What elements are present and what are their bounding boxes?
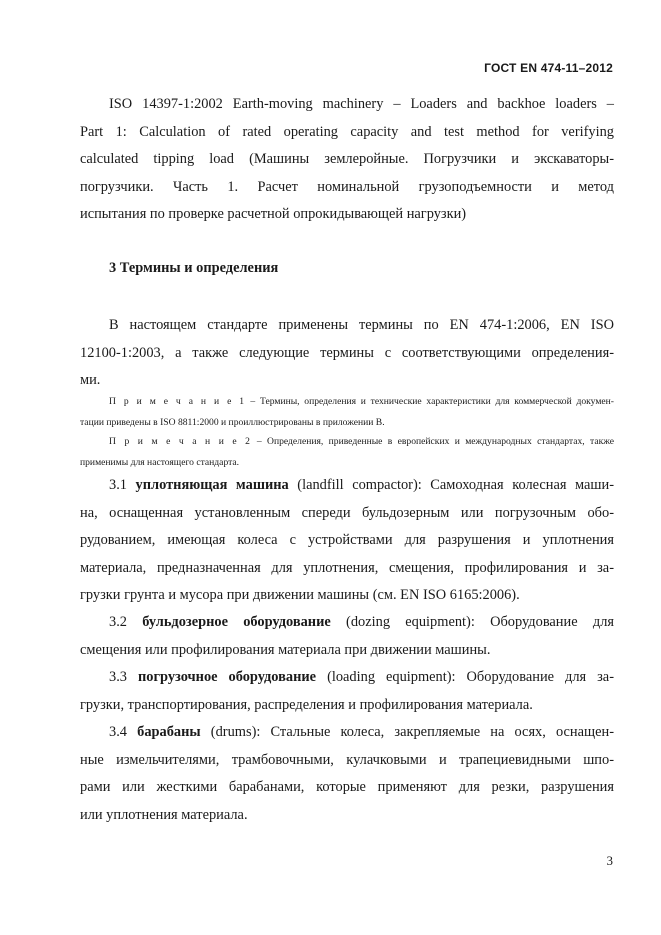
page-number: 3 [606,853,613,868]
term-line: грузки грунта и мусора при движении машины (см. EN ISO 6165:2006). [80,587,520,603]
section-heading [80,255,614,283]
term-line: на, оснащенная установленным спереди бульдозерным или погрузочным обо- [80,504,614,521]
intro-paragraph [80,312,614,395]
term-line: материала, предназначенная для уплотнения, смещения, профилирования и за- [80,559,614,576]
term-3-1-first-line [80,472,614,500]
term-line: рудованием, имеющая колеса с устройствами для разрушения и уплотнения [80,532,614,548]
reference-line: ISO 14397-1:2002 Earth-moving machinery – Loaders and backhoe loaders – [109,96,614,112]
term-line: или уплотнения материала. [80,806,248,823]
term-number: 3.1 [109,477,136,493]
term-definition: (loading equipment): Оборудование для за- [316,669,614,685]
document-header: ГОСТ EN 474-11–2012 [484,61,613,75]
term-3-3-first-line [80,664,614,692]
reference-line: calculated tipping load (Машины землеройные. Погрузчики и экскаваторы- [80,151,614,167]
term-name: погрузочное оборудование [137,669,317,685]
term-3-4-first-line [80,719,614,747]
note-2-line-2: применимы для настоящего стандарта. [80,456,240,468]
term-3-4 [80,719,614,829]
intro-line: В настоящем стандарте применены термины по EN 474-1:2006, EN ISO [109,317,614,333]
term-name: уплотняющая машина [135,477,289,493]
reference-line: испытания по проверке расчетной опрокидывающей нагрузки) [80,206,467,222]
note-2-text: – Определения, приведенные в европейских и международных стандартах, также [251,436,614,447]
term-definition: (landfill compactor): Самоходная колесная маши- [288,477,615,493]
reference-paragraph [80,91,614,229]
note-1-text: – Термины, определения и технические характеристики для коммерческой докумен- [245,396,614,407]
term-line: рами или жесткими барабанами, которые применяют для резки, разрушения [80,779,614,795]
reference-line: погрузчики. Часть 1. Расчет номинальной грузоподъемности и метод [80,178,614,195]
term-line: ные измельчителями, трамбовочными, кулачковыми и трапециевидными шпо- [80,751,614,768]
term-definition: (drums): Стальные колеса, закрепляемые на осях, оснащен- [200,724,614,740]
intro-line: 12100-1:2003, а также следующие термины с соответствующими определения- [80,344,614,361]
section-heading-text: 3 Термины и определения [109,260,279,276]
note-2-label: П р и м е ч а н и е 2 [109,436,252,447]
term-3-2 [80,609,614,664]
note-1-line-2: тации приведены в ISO 8811:2000 и проиллюстрированы в приложении B. [80,416,385,428]
intro-line: ми. [80,372,101,388]
term-number: 3.2 [109,614,143,630]
term-number: 3.3 [109,669,138,685]
term-3-3 [80,664,614,719]
note-1 [80,392,614,433]
term-number: 3.4 [109,724,138,740]
note-1-label: П р и м е ч а н и е 1 [109,396,246,407]
reference-line: Part 1: Calculation of rated operating capacity and test method for verifying [80,123,614,140]
term-3-2-first-line [80,609,614,637]
term-3-1 [80,472,614,610]
term-definition: (dozing equipment): Оборудование для [330,614,614,630]
term-name: барабаны [137,724,201,740]
term-line: смещения или профилирования материала при движении машины. [80,641,491,658]
note-2 [80,432,614,473]
term-name: бульдозерное оборудование [142,614,331,630]
note-1-line-1 [80,392,614,413]
term-line: грузки, транспортирования, распределения и профилирования материала. [80,696,533,713]
note-2-line-1 [80,432,614,453]
